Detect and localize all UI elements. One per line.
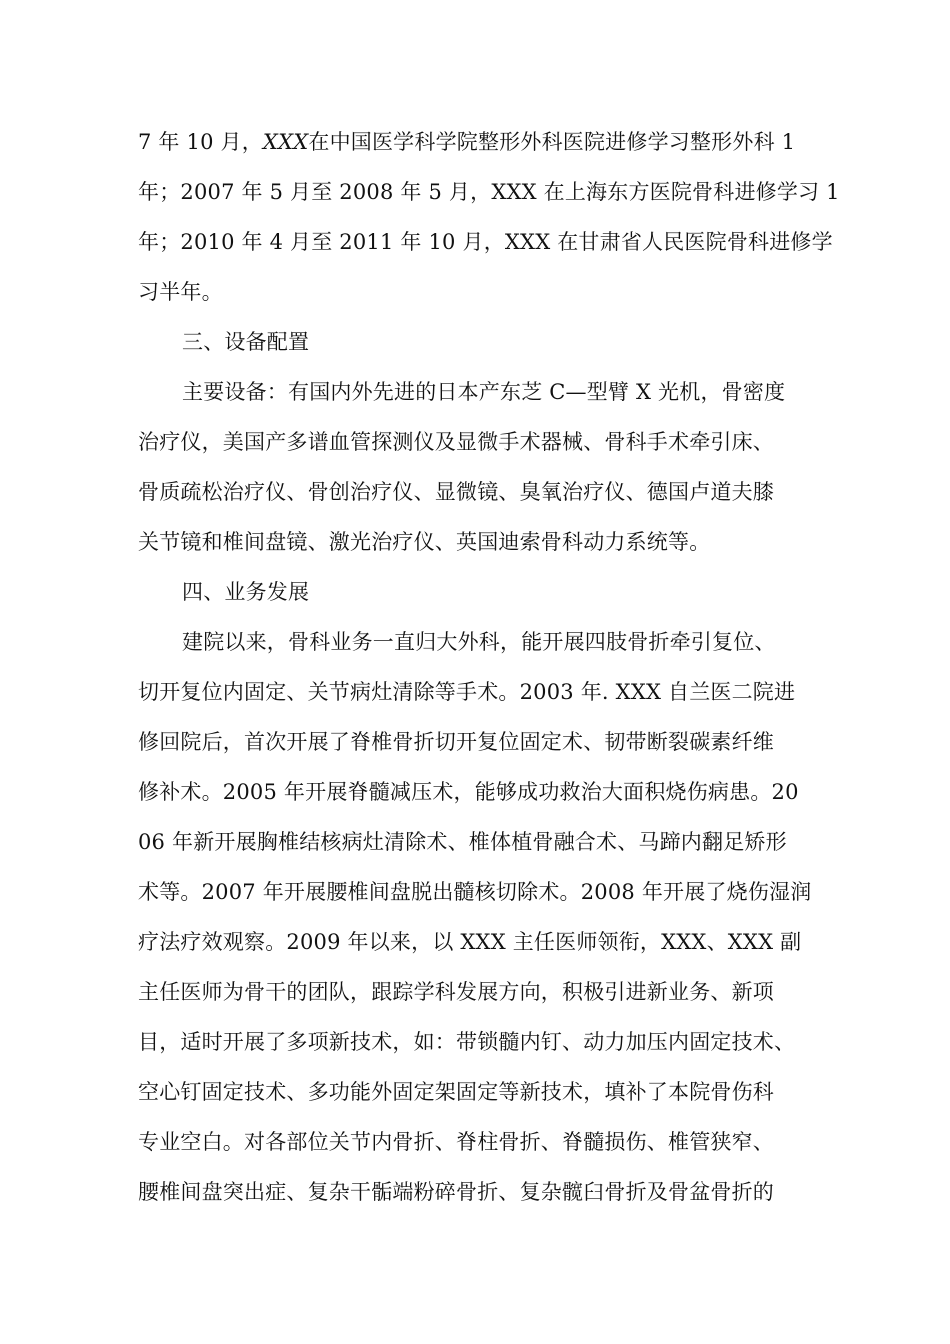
section-heading: 三、设备配置	[182, 330, 310, 354]
text-line: 主任医师为骨干的团队，跟踪学科发展方向，积极引进新业务、新项	[138, 980, 774, 1004]
text-line: 年；2010 年 4 月至 2011 年 10 月，XXX 在甘肃省人民医院骨科进修学	[138, 230, 833, 254]
text-line: 目，适时开展了多项新技术，如：带锁髓内钉、动力加压内固定技术、	[138, 1030, 796, 1054]
paragraph-first-line: 建院以来，骨科业务一直归大外科，能开展四肢骨折牵引复位、	[182, 630, 776, 654]
text-line: 术等。2007 年开展腰椎间盘脱出髓核切除术。2008 年开展了烧伤湿润	[138, 880, 812, 904]
paragraph-first-line: 主要设备：有国内外先进的日本产东芝 C—型臂 X 光机，骨密度	[182, 380, 786, 404]
text-line: 年；2007 年 5 月至 2008 年 5 月，XXX 在上海东方医院骨科进修学习 1	[138, 180, 840, 204]
document-body	[138, 117, 838, 1217]
text-line: 习半年。	[138, 280, 223, 304]
text-segment: 在中国医学科学院整形外科医院进修学习整形外科 1	[308, 130, 796, 154]
text-segment: 7 年 10 月，	[138, 130, 263, 154]
text-line: 专业空白。对各部位关节内骨折、脊柱骨折、脊髓损伤、椎管狭窄、	[138, 1130, 774, 1154]
text-line: 06 年新开展胸椎结核病灶清除术、椎体植骨融合术、马蹄内翻足矫形	[138, 830, 787, 854]
text-line: 骨质疏松治疗仪、骨创治疗仪、显微镜、臭氧治疗仪、德国卢道夫膝	[138, 480, 774, 504]
text-segment-italic: XXX	[262, 130, 309, 154]
text-line	[138, 117, 838, 167]
text-line: 腰椎间盘突出症、复杂干骺端粉碎骨折、复杂髋臼骨折及骨盆骨折的	[138, 1180, 774, 1204]
text-line: 修补术。2005 年开展脊髓减压术，能够成功救治大面积烧伤病患。20	[138, 780, 799, 804]
text-line: 修回院后，首次开展了脊椎骨折切开复位固定术、韧带断裂碳素纤维	[138, 730, 774, 754]
text-line: 疗法疗效观察。2009 年以来，以 XXX 主任医师领衔，XXX、XXX 副	[138, 930, 802, 954]
text-line: 切开复位内固定、关节病灶清除等手术。2003 年. XXX 自兰医二院进	[138, 680, 796, 704]
text-line: 空心钉固定技术、多功能外固定架固定等新技术，填补了本院骨伤科	[138, 1080, 774, 1104]
section-heading: 四、业务发展	[182, 580, 310, 604]
text-line: 治疗仪，美国产多谱血管探测仪及显微手术器械、骨科手术牵引床、	[138, 430, 774, 454]
text-line: 关节镜和椎间盘镜、激光治疗仪、英国迪索骨科动力系统等。	[138, 530, 711, 554]
